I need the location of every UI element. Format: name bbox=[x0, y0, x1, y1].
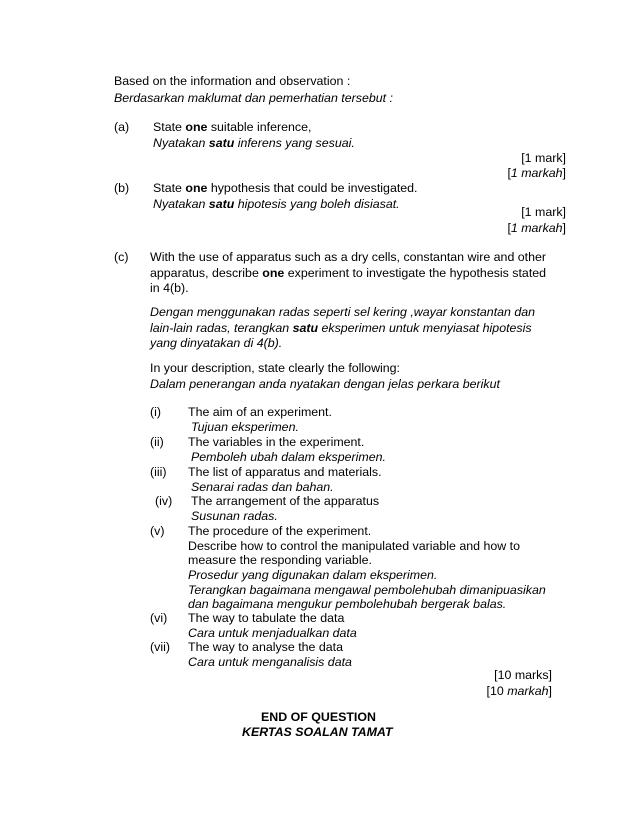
list-item-malay: Pemboleh ubah dalam eksperimen. bbox=[191, 450, 386, 464]
list-item-english: The way to tabulate the data bbox=[188, 611, 345, 625]
question-a-label: (a) bbox=[114, 120, 130, 134]
question-a-mark-english: [1 mark] bbox=[521, 151, 566, 165]
question-c-english-line-2: apparatus, describe one experiment to investigate the hypothesis stated bbox=[150, 266, 547, 280]
list-item-number: (vii) bbox=[150, 640, 170, 654]
question-a-malay: Nyatakan satu inferens yang sesuai. bbox=[153, 136, 355, 150]
list-item-malay: Senarai radas dan bahan. bbox=[191, 480, 334, 494]
list-item-number: (v) bbox=[150, 524, 165, 538]
list-item-number: (iv) bbox=[155, 494, 173, 508]
question-c-malay-line-3: yang dinyatakan di 4(b). bbox=[150, 336, 283, 350]
end-of-question: END OF QUESTION bbox=[261, 710, 376, 724]
intro-english: Based on the information and observation : bbox=[114, 74, 351, 88]
question-a-english: State one suitable inference, bbox=[153, 120, 312, 134]
list-item-number: (iii) bbox=[150, 465, 167, 479]
list-item-malay: Tujuan eksperimen. bbox=[191, 420, 299, 434]
question-c-english-line-1: With the use of apparatus such as a dry cells, constantan wire and other bbox=[150, 250, 547, 264]
question-a-mark-malay: [1 markah] bbox=[507, 166, 566, 180]
question-c-label: (c) bbox=[114, 250, 129, 264]
list-item-english: The arrangement of the apparatus bbox=[191, 494, 380, 508]
list-item-english-line-3: measure the responding variable. bbox=[188, 553, 372, 567]
end-of-question-malay: KERTAS SOALAN TAMAT bbox=[242, 725, 393, 739]
question-c-english-line-3: in 4(b). bbox=[150, 281, 189, 295]
list-item-english: The way to analyse the data bbox=[188, 640, 343, 654]
list-item-malay: Prosedur yang digunakan dalam eksperimen. bbox=[188, 568, 438, 582]
list-item-english: The procedure of the experiment. bbox=[188, 524, 372, 538]
list-item-malay-line-2: Terangkan bagaimana mengawal pembolehubah dimanipuasikan bbox=[188, 583, 546, 597]
question-b-mark-english: [1 mark] bbox=[521, 205, 566, 219]
list-item-number: (vi) bbox=[150, 611, 168, 625]
list-item-english: The variables in the experiment. bbox=[188, 435, 365, 449]
question-c-malay-line-2: lain-lain radas, terangkan satu eksperimen untuk menyiasat hipotesis bbox=[150, 321, 532, 335]
question-b-mark-malay: [1 markah] bbox=[507, 221, 566, 235]
question-c-mark-malay: [10 markah] bbox=[486, 684, 552, 698]
question-b-malay: Nyatakan satu hipotesis yang boleh disiasat. bbox=[153, 197, 400, 211]
list-item-number: (ii) bbox=[150, 435, 164, 449]
list-item-malay: Susunan radas. bbox=[191, 509, 278, 523]
list-item-malay: Cara untuk menjadualkan data bbox=[188, 626, 357, 640]
question-b-label: (b) bbox=[114, 181, 130, 195]
list-item-english: The aim of an experiment. bbox=[188, 405, 332, 419]
description-malay: Dalam penerangan anda nyatakan dengan jelas perkara berikut bbox=[150, 377, 500, 391]
list-item-malay-line-3: dan bagaimana mengukur pembolehubah bergerak balas. bbox=[188, 597, 507, 611]
list-item-english-line-2: Describe how to control the manipulated variable and how to bbox=[188, 539, 520, 553]
question-b-english: State one hypothesis that could be investigated. bbox=[153, 181, 418, 195]
list-item-number: (i) bbox=[150, 405, 162, 419]
question-c-malay-line-1: Dengan menggunakan radas seperti sel kering ,wayar konstantan dan bbox=[150, 305, 536, 319]
list-item-malay: Cara untuk menganalisis data bbox=[188, 655, 352, 669]
list-item-english: The list of apparatus and materials. bbox=[188, 465, 382, 479]
intro-malay: Berdasarkan maklumat dan pemerhatian tersebut : bbox=[114, 91, 393, 105]
question-c-mark-english: [10 marks] bbox=[494, 668, 552, 682]
description-english: In your description, state clearly the following: bbox=[150, 361, 401, 375]
